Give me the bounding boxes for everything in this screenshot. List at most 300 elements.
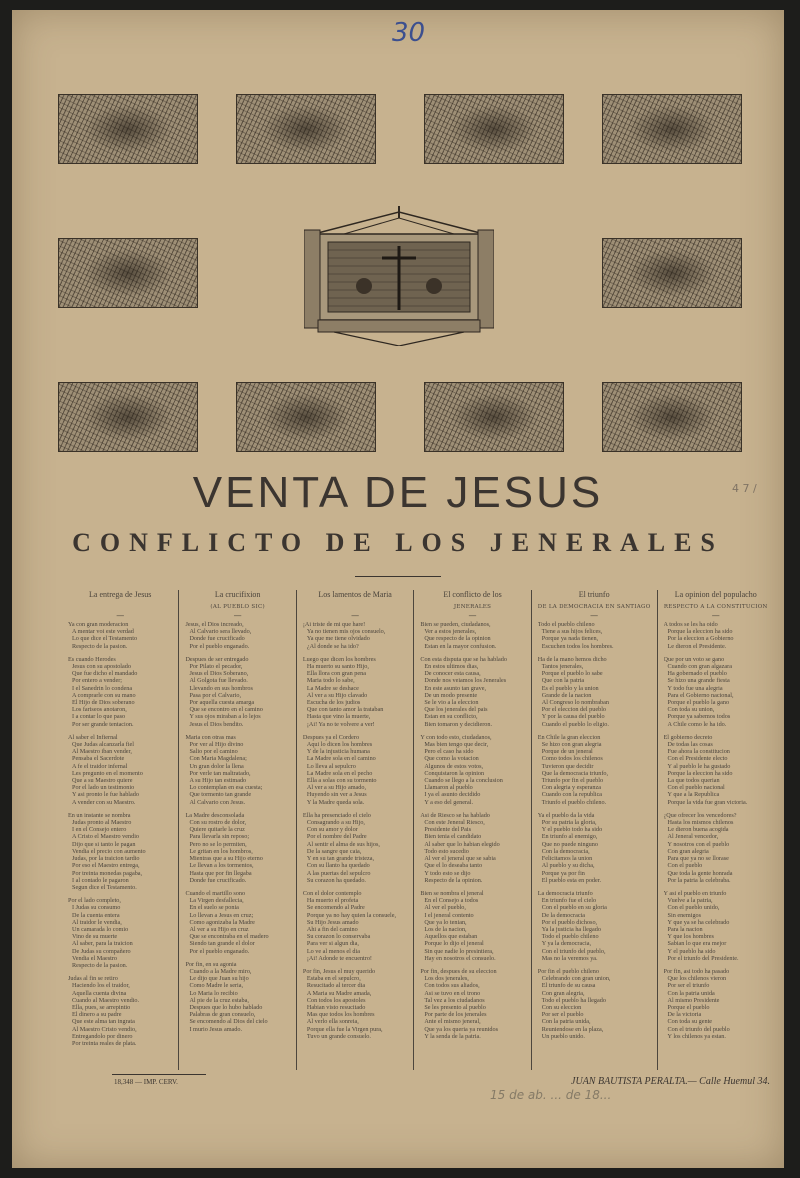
verse-line: Al Golgota fue llevado. [189, 677, 248, 685]
verse-line: En el suelo se ponia [189, 904, 239, 912]
verse-line: Entregandolo por dinero [72, 1032, 133, 1040]
verse-line: Porque ya por fin [541, 869, 585, 877]
verse-line: La que todos querian [667, 777, 720, 785]
verse-line: Ver a estos jenerales, [424, 628, 477, 636]
verse-line: Un gran dolor la llena [189, 762, 244, 770]
verse-line: Como agonizaba la Madre [189, 918, 255, 926]
verse-line: A Cristo el Maestro vendio [72, 833, 140, 841]
verse-line: Estaba en el sepulcro, [306, 975, 361, 983]
verse-line: Con todos los apostoles [306, 996, 366, 1004]
verse-line: Porque lo dijo el jeneral [424, 940, 484, 948]
verse-line: Su Hijo Jesus amado [306, 918, 359, 926]
verse-line: Porque de un jeneral [541, 748, 593, 756]
verse-line: Cuando con gran algazara [667, 663, 732, 671]
broadside-sheet [12, 10, 784, 1168]
verse-line: De todas las cosas [667, 741, 713, 749]
verse-line: Estan en la mayor confusion. [424, 642, 497, 650]
stanza [420, 812, 524, 884]
verse-line: Al saber el Infiernal [68, 733, 118, 741]
verse-line: Resucitado al tercer dia [306, 982, 366, 990]
woodcut-vignette-10 [602, 382, 742, 452]
verse-line: Cuando se llego a la conclusion [424, 777, 503, 785]
stanza [664, 968, 768, 1040]
broadside-subtitle: CONFLICTO DE LOS JENERALES [72, 528, 724, 557]
verse-line: Presidente del Pais [424, 826, 472, 834]
verse-line: Por aquella cuesta amarga [189, 699, 255, 707]
heading-dash: — [711, 611, 720, 620]
verse-line: La Madre desconsolada [185, 811, 245, 819]
verse-line: Todo esto sucedio [424, 847, 469, 855]
verse-line: Todo el pueblo chileno [537, 621, 595, 628]
verse-line: Con toda su union, [667, 706, 715, 714]
verse-line: Todo el pueblo ha llegado [541, 996, 606, 1004]
stanza [420, 621, 524, 650]
verse-line: Hasta que vino la muerte, [306, 713, 371, 721]
verse-line: Cuando al Maestro vendio. [72, 996, 140, 1004]
poem-subheading: DE LA DEMOCRACIA EN SANTIAGO [537, 604, 651, 610]
verse-line: Para ver si algun dia, [306, 940, 359, 948]
verse-line: Por el lado completo, [68, 897, 121, 905]
verse-line: Donde fue crucificado. [189, 876, 247, 884]
verse-line: De conocer esta causa, [424, 670, 481, 678]
verse-line: ¡Ai triste de mi que hare! [302, 621, 366, 628]
verse-line: El pueblo esta en poder. [541, 876, 602, 884]
verse-line: Ya no tienen mis ojos consuelo, [306, 628, 386, 636]
verse-line: Ya que me tiene olvidado [306, 635, 370, 643]
verse-line: Al saber, para la traicion [72, 940, 133, 948]
verse-line: Y nosotros con el pueblo [667, 840, 730, 848]
verse-line: Por fin, asi todo ha pasado [663, 967, 730, 975]
verse-line: Le llevan a los tormentos, [189, 862, 254, 870]
pencil-catalog-number: 30 [392, 18, 426, 48]
verse-line: Tiene a sus hijos felices, [541, 628, 603, 636]
verse-line: Ella llora con gran pena [306, 670, 366, 678]
verse-line: Al sentir el alma de sus hijos, [306, 840, 380, 848]
verse-line: Vuelve a la patria, [667, 897, 713, 905]
footer [62, 1070, 774, 1092]
stanza [185, 961, 289, 1033]
verse-line: Lo Maria lo recibio [189, 989, 238, 997]
stanza [538, 734, 651, 806]
verse-line: Y ya la democracia, [541, 940, 591, 948]
verse-line: Celebrando con gran union, [541, 975, 611, 983]
verse-line: Cuando a la Madre miro, [189, 967, 252, 975]
verse-line: Porque el pueblo la gano [667, 699, 730, 707]
verse-line: Para el Gobierno nacional, [667, 691, 734, 699]
verse-line: Que se encontro en el camino [189, 706, 263, 714]
verse-line: Judas, por la traicion tardio [72, 855, 140, 863]
stanza [420, 734, 524, 806]
altar-crucifixion-engraving [304, 206, 494, 346]
verse-line: Le dieron el Presidente. [667, 642, 727, 650]
verse-line: Como Madre le seria, [189, 982, 244, 990]
verse-line: Ya la justicia ha llegado [541, 925, 601, 933]
woodcut-vignette-4 [602, 94, 742, 164]
verse-line: Vino de su muerte [72, 933, 118, 941]
verse-line: Escuchen todos los hombres. [541, 642, 614, 650]
imprint-divider [112, 1074, 206, 1075]
verse-line: Al Jeneral vencedor, [667, 833, 719, 841]
verse-line: En estos ultimos dias, [424, 663, 479, 671]
verse-line: Un pueblo unido. [541, 1032, 585, 1040]
verse-line: Cuando el martillo sono [185, 889, 246, 897]
heading-dash: — [468, 611, 477, 620]
verse-line: Que toda la gente honrada [667, 869, 733, 877]
stanza [538, 621, 651, 650]
verse-line: Respecto de la opinion. [424, 876, 483, 884]
verse-line: Haciendo los el traidor, [72, 982, 130, 990]
verse-line: Al Maestro iban vender, [72, 748, 132, 756]
verse-line: Por ser el pueblo [541, 1011, 584, 1019]
stanza [538, 968, 651, 1040]
verse-line: Porque ya sabemos todos [667, 713, 731, 721]
verse-line: Mientras que a su Hijo eterno [189, 855, 263, 863]
verse-line: Por el triunfo del Presidente. [667, 954, 739, 962]
stanza [303, 890, 407, 962]
verse-line: De la cuenta entera [72, 911, 120, 919]
verse-line: Porque el pueblo lo sabe [541, 670, 603, 678]
verse-line: Al verlo ella sonreia, [306, 1018, 359, 1026]
verse-line: Asi se tuvo en el trono [424, 989, 481, 997]
poem-subheading: RESPECTO A LA CONSTITUCION [663, 604, 768, 610]
verse-line: Y todo fue una alegria [667, 684, 723, 692]
verse-line: Para llevarla sin reposo; [189, 833, 250, 841]
verse-line: Al ver a su Hijo en cruz [189, 925, 249, 933]
verse-line: La Virgen desfallecia, [189, 897, 244, 905]
woodcut-vignette-9 [424, 382, 564, 452]
verse-line: A vender con su Maestro. [72, 798, 136, 806]
verse-line: Pasa por el Calvario, [189, 691, 241, 699]
heading-dash: — [233, 611, 242, 620]
verse-line: A las puertas del sepulcro [306, 869, 371, 877]
verse-line: Se les presento al pueblo [424, 1003, 486, 1011]
verse-line: Que con la patria [541, 677, 585, 685]
verse-line: Jesus el Dios bendito. [189, 720, 244, 728]
verse-line: Reuniendose en la plaza, [541, 1025, 604, 1033]
verse-line: Respecto de la pasion. [72, 642, 128, 650]
stanza [68, 897, 172, 969]
verse-line: Pensaba el Sacerdote [72, 755, 125, 763]
verse-line: Donde nos veiamos los Jenerales [424, 677, 507, 685]
verse-line: Y todo esto se dijo [424, 869, 471, 877]
verse-line: El Hijo de Dios soberano [72, 699, 135, 707]
poem-columns [62, 590, 774, 1070]
stanza [664, 812, 768, 884]
stanza [303, 621, 407, 650]
verse-line: Y el pueblo ha sido [667, 947, 716, 955]
verse-line: Su corazon ha quedado. [306, 876, 366, 884]
verse-line: A Chile como le ha ido. [667, 720, 727, 728]
verse-line: De Judas su compañero [72, 947, 131, 955]
verse-line: Los dos jenerales, [424, 975, 469, 983]
verse-line: Ha muerto el profeta [306, 897, 359, 905]
verse-line: Por ser el triunfo [667, 982, 710, 990]
publisher-line: JUAN BAUTISTA PERALTA.— Calle Huemul 34. [571, 1076, 770, 1087]
verse-line: Palabras de gran consuelo, [189, 1011, 256, 1019]
verse-line: Con el triunfo del pueblo [667, 1025, 730, 1033]
verse-line: Con su eleccion [541, 1003, 582, 1011]
verse-line: I ya el asunto decidido [424, 791, 481, 799]
verse-line: Con Maria Magdalena; [189, 755, 247, 763]
verse-line: Ha gobernado el pueblo [667, 670, 727, 678]
verse-line: Bien se nombra el jeneral [420, 889, 484, 897]
verse-line: Que los jenerales del pais [424, 706, 488, 714]
verse-line: Por el pueblo enganado. [189, 642, 250, 650]
verse-line: Al mismo Presidente [667, 996, 720, 1004]
verse-line: Y al pueblo le ha gustado [667, 762, 731, 770]
verse-line: Y los chilenos ya estan. [667, 1032, 726, 1040]
verse-line: Vendia el precio con aumento [72, 847, 146, 855]
verse-line: Con el dolor contemplo [302, 889, 362, 897]
verse-line: Porque la vida fue gran victoria. [667, 798, 748, 806]
stanza [303, 968, 407, 1040]
stanza [185, 734, 289, 806]
verse-line: Por el pueblo enganado. [189, 947, 250, 955]
stanza [420, 968, 524, 1040]
verse-line: Le gritan en los hombros, [189, 847, 253, 855]
verse-line: Escucha de los judios [306, 699, 361, 707]
verse-line: Lo llevan a Jesus en cruz; [189, 911, 254, 919]
verse-line: Ya con gran moderacion [68, 621, 129, 628]
poem-heading: El triunfo [578, 590, 610, 599]
verse-line: De la sangre que caia, [306, 847, 362, 855]
verse-line: Jesus el Dios Soberano, [189, 670, 249, 678]
verse-line: En el Consejo a todos [424, 897, 479, 905]
verse-line: Despues ya el Cordero [302, 733, 360, 741]
verse-line: Huyendo sin ver a Jesus [306, 791, 367, 799]
verse-line: La Madre sola en el camino [306, 755, 376, 763]
verse-line: Por entero a vender; [72, 677, 122, 685]
verse-line: Con este Jeneral Riesco, [424, 819, 485, 827]
verse-line: Tal vez a los ciudadanos [424, 996, 485, 1004]
verse-line: Hasta que por fin llegaba [189, 869, 252, 877]
verse-line: Por la eleccion a Gobierno [667, 635, 734, 643]
verse-line: La Madre se deshace [306, 684, 359, 692]
verse-line: Se encomendo al Padre [306, 904, 365, 912]
verse-line: Siendo tan grande el dolor [189, 940, 255, 948]
poem-heading: La crucifixion [214, 590, 261, 599]
verse-line: Al Calvario sera llevado, [189, 628, 252, 636]
verse-line: Con el pueblo [667, 862, 703, 870]
poem-subheading: JENERALES [453, 604, 492, 610]
verse-line: Por ver al Hijo divino [189, 741, 244, 749]
verse-line: Mas bien tengo que decir, [424, 741, 489, 749]
verse-line: Se encomendo al Dios del cielo [189, 1018, 268, 1026]
verse-line: Por el pueblo dichoso, [541, 918, 598, 926]
verse-line: Ante el mismo jeneral, [424, 1018, 481, 1026]
verse-line: ¡Ai! Adonde te encuentro! [306, 954, 372, 962]
verse-line: Aquella cuenta divina [72, 989, 127, 997]
verse-line: Con todos sus aliados, [424, 982, 480, 990]
verse-line: Jesus, el Dios increado, [185, 621, 244, 628]
verse-line: ¿Que ofrecer los vencedores? [663, 811, 737, 819]
verse-line: Al ver el jeneral que se sabia [424, 855, 496, 863]
verse-line: Llevando en sus hombros [189, 684, 253, 692]
verse-line: Porque el pueblo [667, 1003, 710, 1011]
stanza [68, 734, 172, 806]
stanza [303, 812, 407, 884]
verse-line: Porque ella fue la Virgen pura, [306, 1025, 383, 1033]
verse-line: Pero no se lo permiten, [189, 840, 247, 848]
verse-line: Por eso el Maestro entrega, [72, 862, 140, 870]
verse-line: Aquellos que estaban [424, 933, 478, 941]
verse-line: Con el pueblo en su gloria [541, 904, 607, 912]
verse-line: Sin que nadie lo presintiera, [424, 947, 494, 955]
verse-line: Cuando el pueblo lo eligio. [541, 720, 609, 728]
verse-line: Por el eleccion del pueblo [541, 706, 607, 714]
verse-line: Por Pilato el pecador, [189, 663, 243, 671]
verse-line: En triunfo fue el cielo [541, 897, 597, 905]
verse-line: Por ser grande tentacion. [72, 720, 134, 728]
verse-line: Cuando con la republica [541, 791, 603, 799]
verse-line: Se hizo con gran alegria [541, 741, 602, 749]
verse-line: Ha de la mano hemos dicho [537, 655, 607, 663]
verse-line: Y a eso del general. [424, 798, 474, 806]
stanza [538, 890, 651, 962]
heading-dash: — [590, 611, 599, 620]
verse-line: Porque la eleccion ha sido [667, 769, 733, 777]
verse-line: Con el pueblo unido, [667, 904, 720, 912]
verse-line: De un modo presente [424, 691, 478, 699]
verse-line: Que este alma tan ingrata [72, 1018, 135, 1026]
stanza [68, 656, 172, 728]
woodcut-vignette-7 [58, 382, 198, 452]
verse-line: Para la nacion [667, 925, 703, 933]
stanza [303, 734, 407, 806]
woodcut-vignette-6 [602, 238, 742, 308]
printer-imprint: 18,348 — IMP. CERV. [114, 1078, 178, 1086]
verse-line: Ahi a fin del camino [306, 925, 358, 933]
verse-line: La democracia triunfo [537, 889, 593, 897]
verse-line: Se le vio a la eleccion [424, 699, 479, 707]
stanza [538, 656, 651, 728]
verse-line: Lo contemplan en esa cuesta; [189, 784, 263, 792]
verse-line: Con la patria unida, [541, 1018, 591, 1026]
woodcut-vignette-5 [58, 238, 198, 308]
verse-line: Y asi pronto le fue hablado [72, 791, 139, 799]
woodcut-vignette-2 [236, 94, 376, 164]
verse-line: Tantos jenerales, [541, 663, 584, 671]
stanza [420, 890, 524, 962]
verse-line: I al contado le pagaron [72, 876, 129, 884]
verse-line: De la democracia [541, 911, 586, 919]
verse-line: Que Judas alcanzarla fiel [72, 741, 135, 749]
verse-line: Por su patria la gloria, [541, 819, 597, 827]
verse-line: Con alegria y esperanza [541, 784, 602, 792]
verse-line: Con su amor y dolor [306, 826, 358, 834]
verse-line: Jesus con su apostolado [72, 663, 131, 671]
verse-line: En Chile la gran eleccion [537, 733, 601, 741]
verse-line: Judas pronto al Maestro [72, 819, 132, 827]
verse-line: Le dijo que Juan su hijo [189, 975, 249, 983]
verse-line: A todos se les ha oido [663, 621, 718, 628]
verse-line: Que respecto de la opinion [424, 635, 491, 643]
verse-line: Con el triunfo del pueblo, [541, 947, 606, 955]
verse-line: Un camarada lo comio [72, 925, 129, 933]
verse-line: Con el pueblo nacional [667, 784, 725, 792]
verse-line: Y el pueblo todo ha sido [541, 826, 603, 834]
verse-line: Al ver el pueblo, [424, 904, 466, 912]
verse-line: Que se encontraba en el madero [189, 933, 269, 941]
verse-line: Estan en su conflicto, [424, 713, 478, 721]
heading-dash: — [116, 611, 125, 620]
verse-line: Por el nombre del Padre [306, 833, 367, 841]
poem-column [657, 590, 774, 1070]
verse-line: En triunfo al enemigo, [541, 833, 598, 841]
verse-line: Con toda su gente [667, 1018, 713, 1026]
verse-line: Es cuando Herodes [68, 655, 116, 663]
verse-line: Como todos los chilenos [541, 755, 603, 763]
verse-line: Sabian lo que era mejor [667, 940, 727, 948]
verse-line: I murio Jesus amado. [189, 1025, 243, 1033]
verse-line: Lo ve al menos el dia [306, 947, 360, 955]
poem-column [531, 590, 657, 1070]
verse-line: Al Congreso lo nombraban [541, 699, 609, 707]
verse-line: Quiere quitarle la cruz [189, 826, 245, 834]
stanza [185, 621, 289, 650]
verse-line: Para que ya no se llorase [667, 855, 729, 863]
verse-line: Y que ya se ha celebrado [667, 918, 730, 926]
verse-line: Todo el pueblo chileno [541, 933, 599, 941]
verse-line: Con la patria unida [667, 989, 715, 997]
verse-line: Es el pueblo y la union [541, 684, 599, 692]
verse-line: Que la democracia triunfo, [541, 769, 609, 777]
verse-line: Al pie de la cruz estaba, [189, 996, 249, 1004]
stanza [185, 656, 289, 728]
verse-line: Sin enemigos [667, 911, 702, 919]
verse-line: Con su llanto ha quedado [306, 862, 370, 870]
verse-line: Algunos de estos votos, [424, 762, 484, 770]
verse-line: Ella a solas con su tormento [306, 777, 377, 785]
verse-line: Con la democracia, [541, 847, 590, 855]
verse-line: A comprarle con su mano [72, 691, 136, 699]
verse-line: Dijo que si tanto le pagan [72, 840, 136, 848]
verse-line: Habian visto resucitado [306, 1003, 366, 1011]
stanza [68, 621, 172, 650]
poem-heading: La opinion del populacho [674, 590, 757, 599]
stanza [68, 812, 172, 891]
verse-line: Ella ha presenciado el cielo [302, 811, 371, 819]
heading-dash: — [351, 611, 360, 620]
verse-line: Le dieron buena acogida [667, 826, 729, 834]
poem-column [296, 590, 413, 1070]
verse-line: Hay en nosotros el consuelo. [424, 954, 496, 962]
stanza [664, 621, 768, 650]
verse-line: Que ya lo tenian, [424, 918, 467, 926]
pencil-footer-note: 15 de ab. ... de 18... [490, 1088, 612, 1102]
verse-line: Con gran alegria, [541, 989, 585, 997]
verse-line: Por fin el pueblo chileno [537, 967, 599, 975]
verse-line: Y en su tan grande tristeza, [306, 855, 374, 863]
verse-line: Por el lado un testimonio [72, 784, 135, 792]
verse-line: A su Hijo tan estimado [189, 777, 247, 785]
verse-line: Despues que lo hubo hablado [189, 1003, 263, 1011]
verse-line: Ella, pues, se arrepintio [72, 1003, 131, 1011]
verse-line: El triunfo de su causa [541, 982, 596, 990]
stanza [664, 656, 768, 728]
verse-line: Lo lleva al sepulcro [306, 762, 356, 770]
verse-line: Y la senda de la patria. [424, 1032, 481, 1040]
verse-line: Porque ya nada tienen, [541, 635, 599, 643]
verse-line: Aqui lo dicen los hombres [306, 741, 373, 749]
verse-line: Respecto de la pasion. [72, 961, 128, 969]
verse-line: Y que los hombres [667, 933, 714, 941]
verse-line: Judas al fin se retiro [68, 975, 118, 983]
verse-line: Porque ya no hay quien la consuele, [306, 911, 397, 919]
verse-line: Y la Madre queda sola. [306, 798, 365, 806]
verse-line: Ya el pueblo da la vida [537, 811, 595, 819]
verse-line: Con gran alegria [667, 847, 709, 855]
